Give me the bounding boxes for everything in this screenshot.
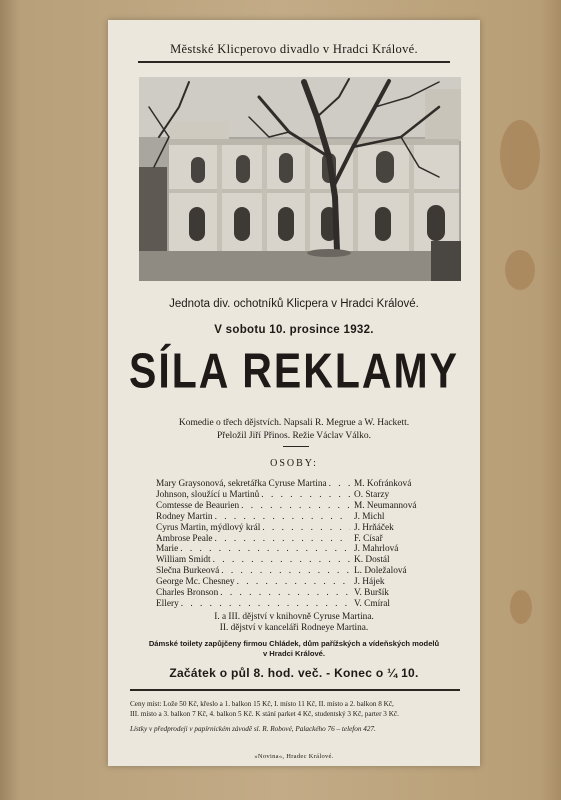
cast-actor: O. Starzy — [354, 489, 390, 500]
cast-row — [156, 501, 452, 512]
play-description — [108, 417, 480, 443]
cast-role: Comtesse de Beaurien — [156, 500, 240, 511]
setting-line: II. dějství v kanceláři Rodneye Martina. — [219, 623, 369, 633]
cast-row — [156, 566, 452, 577]
cast-actor: L. Doležalová — [354, 566, 407, 577]
cast-list — [156, 479, 452, 610]
play-title: SÍLA REKLAMY — [129, 343, 459, 399]
stain — [500, 120, 540, 190]
cast-role: Johnson, sloužící u Martinů — [156, 489, 260, 500]
cast-row — [156, 534, 452, 545]
description-line: Komedie o třech dějstvích. Napsali R. Megrue a W. Hackett. — [178, 418, 410, 428]
prices-line: III. místo a 3. balkon 7 Kč, 4. balkon 5 Kč. K stání parket 4 Kč, studentský 3 Kč, parter 3 Kč. — [130, 709, 399, 718]
organizer: Jednota div. ochotníků Klicpera v Hradci Králové. — [169, 298, 419, 310]
cast-row — [156, 599, 452, 610]
ticket-prices — [130, 700, 460, 719]
cast-heading: OSOBY: — [270, 458, 318, 469]
stain — [510, 590, 532, 624]
cast-actor: M. Kofránková — [354, 479, 412, 489]
cast-actor: J. Mahrlová — [354, 544, 399, 555]
cast-actor: K. Dostál — [354, 555, 390, 566]
scene-setting — [108, 612, 480, 634]
cast-actor: J. Hrňáček — [354, 522, 394, 533]
start-end-time: Začátek o půl 8. hod. več. - Konec o ¼ 10. — [169, 666, 419, 680]
cast-row — [156, 523, 452, 534]
theater-building-photo — [139, 77, 461, 281]
stain — [505, 250, 535, 290]
cast-role: William Smidt — [156, 555, 211, 566]
cast-role: Cyrus Martin, mýdlový král — [156, 522, 261, 533]
cast-row — [156, 588, 452, 599]
sponsor-line: Dámské toilety zapůjčeny firmou Chládek, dům pařížských a vídeňských modelů — [148, 639, 440, 648]
cast-role: Slečna Burkeová — [156, 566, 220, 577]
cast-actor: J. Hájek — [354, 577, 385, 588]
cast-row — [156, 490, 452, 501]
theater-name: Městské Klicperovo divadlo v Hradci Králové. — [138, 42, 450, 63]
cast-role: Marie — [156, 544, 179, 555]
sponsor-line: v Hradci Králové. — [262, 649, 326, 658]
setting-line: I. a III. dějství v knihovně Cyruse Martina. — [214, 612, 374, 622]
theater-poster — [108, 20, 480, 766]
presale-info: Lístky v předprodeji v papírnickém závodě sl. R. Robové, Palackého 76 – telefon 427. — [130, 725, 376, 733]
cast-actor: M. Neumannová — [354, 500, 417, 511]
printer-credit: »Novina«, Hradec Králové. — [254, 753, 334, 760]
cast-actor: J. Michl — [354, 511, 385, 522]
cast-role: Mary Graysonová, sekretářka Cyruse Martina — [156, 479, 327, 489]
cast-actor: F. Císař — [354, 533, 383, 544]
cast-role: Charles Bronson — [156, 588, 219, 599]
cast-row — [156, 512, 452, 523]
divider — [130, 689, 460, 691]
cast-row — [156, 577, 452, 588]
costume-sponsor — [108, 639, 480, 659]
cast-actor: V. Buršík — [354, 588, 389, 599]
description-line: Přeložil Jiří Přinos. Režie Václav Válko. — [217, 431, 371, 441]
prices-line: Ceny míst: Lože 50 Kč, křeslo a 1. balkon 15 Kč, I. místo 11 Kč, II. místo a 2. balkon 8 Kč, — [130, 700, 394, 708]
cast-row — [156, 544, 452, 555]
cast-role: George Mc. Chesney — [156, 577, 235, 588]
divider — [283, 446, 309, 447]
cast-row — [156, 555, 452, 566]
cast-actor: V. Cmíral — [354, 598, 390, 609]
cast-role: Ellery — [156, 598, 179, 609]
performance-date: V sobotu 10. prosince 1932. — [214, 324, 374, 336]
cast-role: Rodney Martin — [156, 511, 213, 522]
cast-role: Ambrose Peale — [156, 533, 213, 544]
cast-row — [156, 479, 452, 490]
